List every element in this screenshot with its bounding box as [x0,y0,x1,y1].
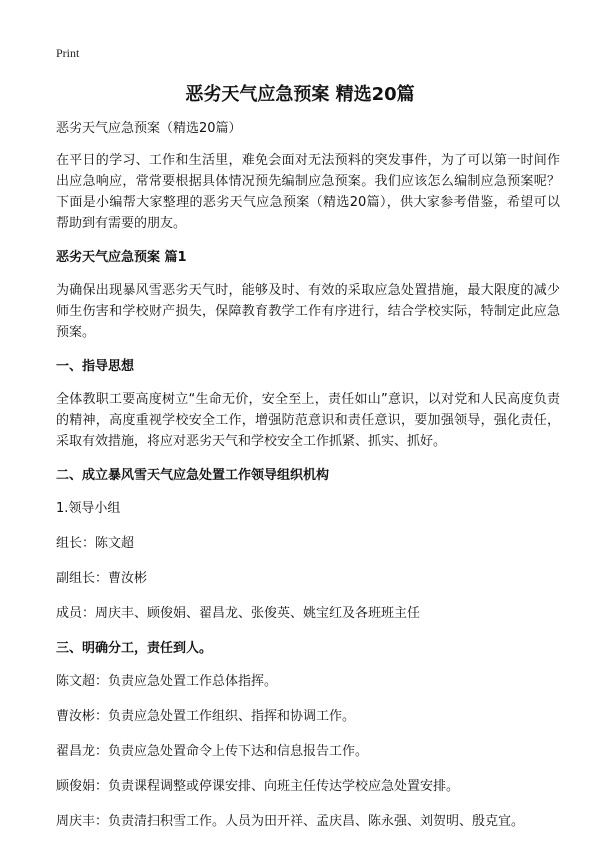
leading-group-label: 1.领导小组 [56,501,121,516]
heading-guiding-thought: 一、指导思想 [56,359,135,374]
guiding-paragraph: 全体教职工要高度树立“生命无价，安全至上，责任如山”意识，以对党和人民高度负责的精神，高度重视学校安全工作，增强防范意识和责任意识，要加强领导，强化责任，采取有效措施，将应对恶劣天气和学校安全工作抓紧、抓实、抓好。 [56,392,560,449]
subtitle: 恶劣天气应急预案（精选20篇） [56,121,242,136]
heading-organization: 二、成立暴风雪天气应急处置工作领导组织机构 [56,468,330,483]
duty-line: 翟昌龙：负责应急处置命令上传下达和信息报告工作。 [56,744,369,759]
heading-division: 三、明确分工，责任到人。 [56,641,213,656]
members-line: 成员：周庆丰、顾俊娟、翟昌龙、张俊英、姚宝红及各班班主任 [56,606,421,621]
document-body [56,118,560,846]
duty-line: 陈文超：负责应急处置工作总体指挥。 [56,674,278,689]
section1-paragraph: 为确保出现暴风雪恶劣天气时，能够及时、有效的采取应急处置措施，最大限度的减少师生伤害和学校财产损失，保障教育教学工作有序进行，结合学校实际，特制定此应急预案。 [56,283,560,340]
duty-line: 顾俊娟：负责课程调整或停课安排、向班主任传达学校应急处置安排。 [56,779,460,794]
print-link[interactable]: Print [56,46,80,60]
leader-line: 组长：陈文超 [56,536,135,551]
duty-line: 曹汝彬：负责应急处置工作组织、指挥和协调工作。 [56,709,356,724]
intro-paragraph: 在平日的学习、工作和生活里，难免会面对无法预料的突发事件，为了可以第一时间作出应急响应，常常要根据具体情况预先编制应急预案。我们应该怎么编制应急预案呢？下面是小编帮大家整理的恶劣天气应急预案（精选20篇），供大家参考借鉴，希望可以帮助到有需要的朋友。 [56,153,560,231]
deputy-line: 副组长：曹汝彬 [56,571,148,586]
section-heading-1: 恶劣天气应急预案 篇1 [56,250,187,265]
page-title: 恶劣天气应急预案 精选20篇 [185,84,415,105]
duty-line: 周庆丰：负责清扫积雪工作。人员为田开祥、孟庆昌、陈永强、刘贺明、殷克宜。 [56,814,525,829]
